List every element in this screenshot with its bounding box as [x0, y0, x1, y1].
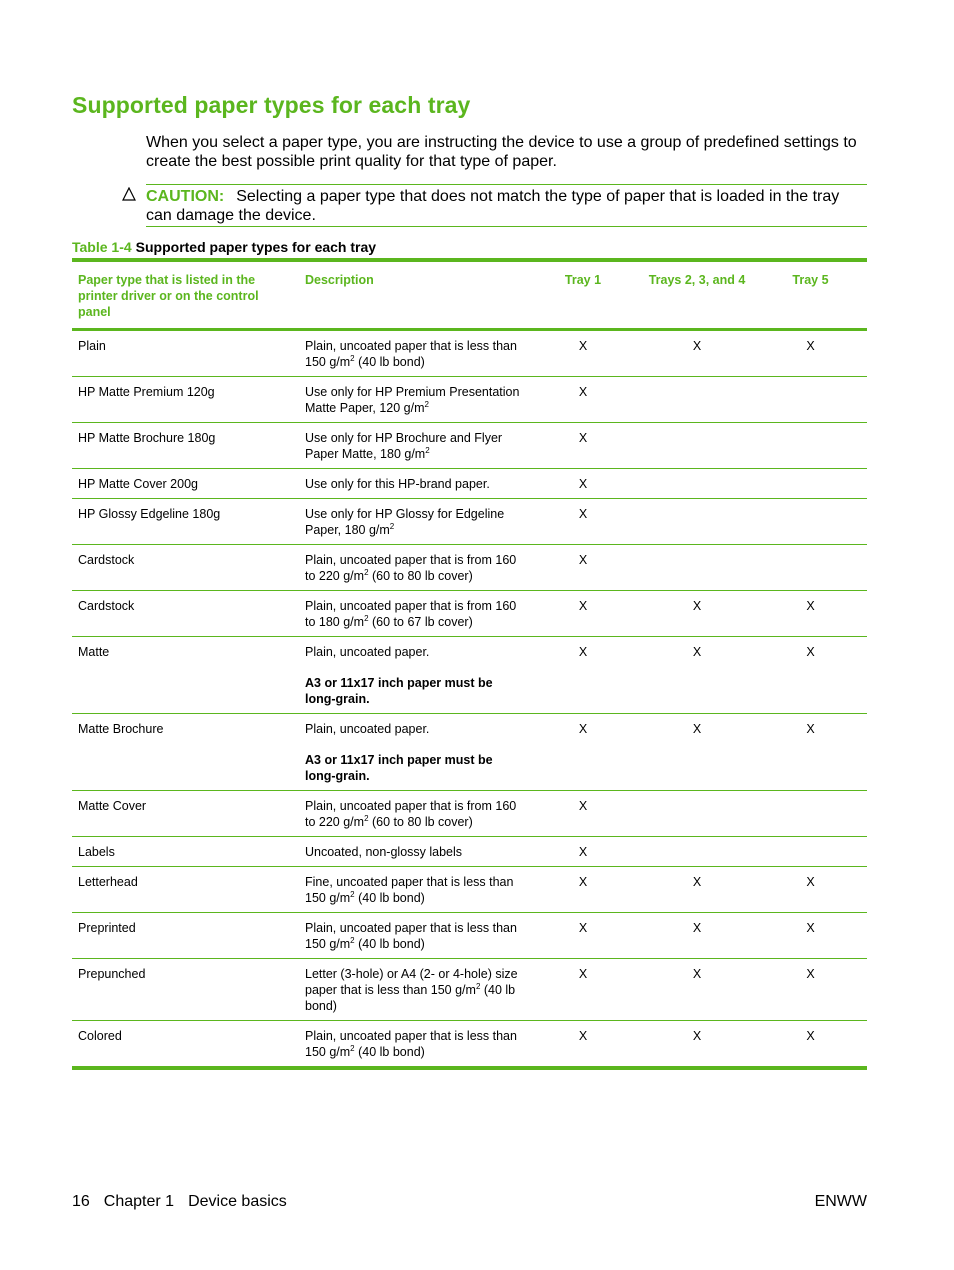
table-row [72, 959, 867, 1021]
description-text: Plain, uncoated paper that is less than 150 g/m [305, 1029, 517, 1059]
header-tray-5: Tray 5 [792, 273, 829, 287]
tray-5-cell [754, 469, 867, 499]
superscript: 2 [389, 521, 395, 531]
trays-2-3-4-cell [640, 499, 754, 545]
superscript: 2 [350, 889, 355, 899]
description-text: Use only for HP Brochure and Flyer Paper Matte, 180 g/m [305, 431, 503, 461]
description-text-suffix: (40 lb bond) [354, 937, 425, 951]
description-text: Fine, uncoated paper that is less than 150 g/m [305, 875, 514, 905]
tray-1-cell: X [578, 645, 588, 659]
tray-5-cell [754, 377, 867, 423]
trays-2-3-4-cell [640, 545, 754, 591]
description-cell [299, 545, 526, 591]
paper-type-cell: HP Matte Cover 200g [78, 477, 198, 491]
tray-5-cell [754, 837, 867, 867]
paper-type-cell: Cardstock [78, 553, 135, 567]
tray-1-cell: X [578, 845, 588, 859]
description-cell [299, 591, 526, 637]
superscript: 2 [364, 613, 369, 623]
tray-5-cell: X [806, 967, 815, 981]
description-text: Plain, uncoated paper that is from 160 to 220 g/m [305, 553, 517, 583]
description-text: Use only for HP Glossy for Edgeline Paper, 180 g/m [305, 507, 505, 537]
description-text-suffix: (40 lb bond) [305, 983, 516, 1013]
trays-2-3-4-cell: X [692, 645, 702, 659]
tray-1-cell: X [578, 799, 588, 813]
trays-2-3-4-cell: X [692, 339, 702, 353]
trays-2-3-4-cell: X [692, 599, 702, 613]
paper-type-cell: Matte Cover [78, 799, 147, 813]
tray-1-cell: X [578, 553, 588, 567]
tray-1-cell: X [578, 967, 588, 981]
description-text: Plain, uncoated paper that is less than 150 g/m [305, 921, 517, 951]
description-text: Plain, uncoated paper. [305, 645, 430, 659]
caution-note [72, 184, 867, 226]
table-row [72, 545, 867, 591]
paper-type-cell: Colored [78, 1029, 122, 1043]
description-text: Uncoated, non-glossy labels [305, 845, 463, 859]
tray-5-cell [754, 499, 867, 545]
paper-type-cell: Prepunched [78, 967, 146, 981]
superscript: 2 [424, 399, 429, 409]
page-number: 16 [72, 1193, 90, 1210]
tray-1-cell: X [578, 722, 588, 736]
paper-type-cell: Labels [78, 845, 115, 859]
description-cell [299, 959, 526, 1021]
description-cell [299, 377, 526, 423]
superscript: 2 [364, 813, 369, 823]
paper-type-cell: HP Matte Brochure 180g [78, 431, 216, 445]
tray-5-cell: X [806, 339, 815, 353]
table-caption-number: Table 1-4 [72, 239, 132, 255]
tray-5-cell: X [806, 1029, 815, 1043]
description-text-suffix: (40 lb bond) [354, 1045, 425, 1059]
description-text: Use only for HP Premium Presentation Matte Paper, 120 g/m [305, 385, 520, 415]
tray-5-cell [754, 791, 867, 837]
table-caption-title: Supported paper types for each tray [135, 239, 377, 255]
paper-type-cell: HP Glossy Edgeline 180g [78, 507, 221, 521]
description-cell [299, 637, 526, 714]
trays-2-3-4-cell [640, 423, 754, 469]
footer-locale: ENWW [814, 1193, 867, 1210]
description-cell [299, 837, 526, 867]
trays-2-3-4-cell [640, 377, 754, 423]
trays-2-3-4-cell: X [692, 1029, 702, 1043]
description-text-suffix: (40 lb bond) [354, 355, 425, 369]
trays-2-3-4-cell [640, 469, 754, 499]
table-row [72, 1021, 867, 1069]
table-row [72, 837, 867, 867]
warning-triangle-icon [122, 187, 136, 201]
tray-1-cell: X [578, 385, 588, 399]
description-cell [299, 330, 526, 377]
page-title: Supported paper types for each tray [72, 92, 471, 118]
trays-2-3-4-cell: X [692, 921, 702, 935]
trays-2-3-4-cell: X [692, 722, 702, 736]
description-note: A3 or 11x17 inch paper must be long-grain. [305, 676, 493, 706]
tray-1-cell: X [578, 921, 588, 935]
tray-1-cell: X [578, 1029, 588, 1043]
tray-5-cell: X [806, 645, 815, 659]
description-cell [299, 469, 526, 499]
intro-paragraph: When you select a paper type, you are instructing the device to use a group of predefined settings to create the best possible print quality for that type of paper. [146, 134, 857, 170]
description-text-suffix: (60 to 80 lb cover) [368, 569, 473, 583]
description-note: A3 or 11x17 inch paper must be long-grain. [305, 753, 493, 783]
paper-type-cell: Preprinted [78, 921, 136, 935]
description-text: Plain, uncoated paper that is from 160 to 180 g/m [305, 599, 517, 629]
description-cell [299, 423, 526, 469]
footer-chapter: Chapter 1 [103, 1193, 175, 1210]
description-cell [299, 714, 526, 791]
tray-1-cell: X [578, 477, 588, 491]
description-text: Plain, uncoated paper that is less than 150 g/m [305, 339, 517, 369]
superscript: 2 [425, 445, 430, 455]
table-body [72, 330, 867, 1069]
superscript: 2 [475, 981, 481, 991]
tray-5-cell [754, 545, 867, 591]
description-text: Use only for this HP-brand paper. [305, 477, 490, 491]
tray-1-cell: X [578, 339, 588, 353]
description-cell [299, 1021, 526, 1069]
table-row [72, 637, 867, 714]
tray-1-cell: X [578, 431, 588, 445]
trays-2-3-4-cell [640, 837, 754, 867]
tray-5-cell [754, 423, 867, 469]
tray-5-cell: X [806, 722, 815, 736]
tray-5-cell: X [806, 921, 815, 935]
table-row [72, 591, 867, 637]
footer-left [72, 1193, 301, 1211]
caution-box [146, 184, 867, 227]
header-paper-type: Paper type that is listed in the printer driver or on the control panel [78, 273, 259, 319]
description-text: Plain, uncoated paper. [305, 722, 430, 736]
description-cell [299, 791, 526, 837]
caution-text: Selecting a paper type that does not match the type of paper that is loaded in the tray can damage the device. [146, 188, 840, 224]
superscript: 2 [350, 935, 355, 945]
paper-types-table [72, 258, 867, 1070]
table-row [72, 330, 867, 377]
description-text-suffix: (40 lb bond) [354, 891, 425, 905]
paper-type-cell: Matte [78, 645, 110, 659]
tray-1-cell: X [578, 507, 588, 521]
table-row [72, 377, 867, 423]
table-row [72, 423, 867, 469]
description-cell [299, 499, 526, 545]
description-text-suffix: (60 to 67 lb cover) [368, 615, 473, 629]
header-trays-2-3-4: Trays 2, 3, and 4 [648, 273, 746, 287]
trays-2-3-4-cell [640, 791, 754, 837]
superscript: 2 [364, 567, 369, 577]
superscript: 2 [350, 1043, 355, 1053]
description-text: Plain, uncoated paper that is from 160 to 220 g/m [305, 799, 517, 829]
tray-1-cell: X [578, 875, 588, 889]
table-row [72, 791, 867, 837]
description-text: Letter (3-hole) or A4 (2- or 4-hole) size paper that is less than 150 g/m [305, 967, 518, 997]
description-cell [299, 867, 526, 913]
header-description: Description [305, 273, 374, 287]
trays-2-3-4-cell: X [692, 875, 702, 889]
paper-type-cell: Plain [78, 339, 106, 353]
caution-label: CAUTION: [146, 188, 225, 205]
description-cell [299, 913, 526, 959]
tray-5-cell: X [806, 599, 815, 613]
table-row [72, 469, 867, 499]
table-header-row [72, 260, 867, 330]
table-row [72, 714, 867, 791]
table-caption [72, 239, 376, 255]
tray-1-cell: X [578, 599, 588, 613]
header-tray-1: Tray 1 [564, 273, 602, 287]
paper-type-cell: Matte Brochure [78, 722, 164, 736]
table-row [72, 499, 867, 545]
paper-type-cell: HP Matte Premium 120g [78, 385, 215, 399]
table-row [72, 867, 867, 913]
superscript: 2 [350, 353, 355, 363]
paper-type-cell: Cardstock [78, 599, 135, 613]
paper-type-cell: Letterhead [78, 875, 138, 889]
tray-5-cell: X [806, 875, 815, 889]
description-text-suffix: (60 to 80 lb cover) [368, 815, 473, 829]
trays-2-3-4-cell: X [692, 967, 702, 981]
table-row [72, 913, 867, 959]
footer-chapter-title: Device basics [188, 1193, 287, 1210]
